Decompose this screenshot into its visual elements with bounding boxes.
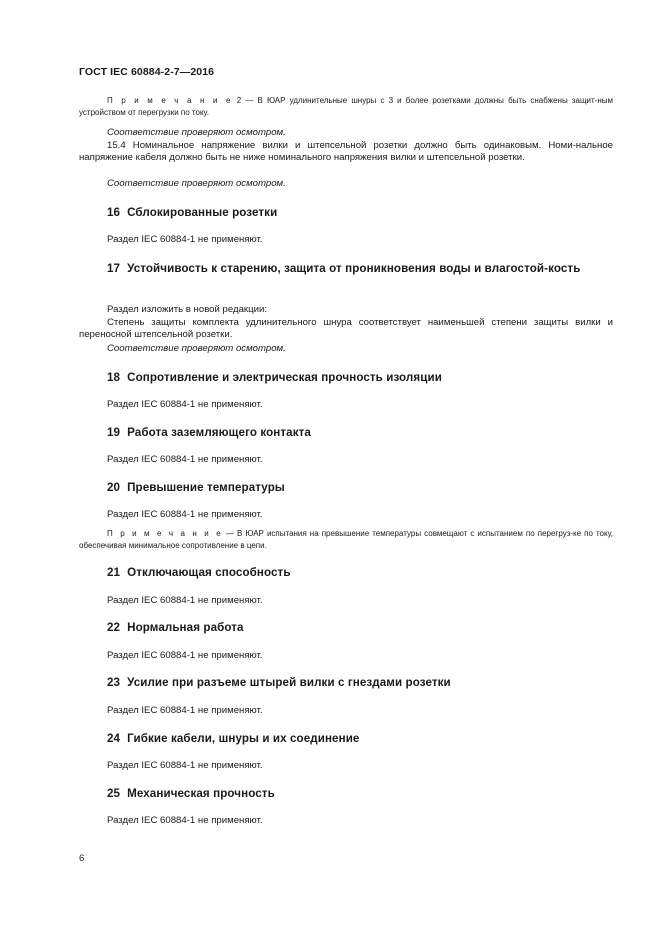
section-number: 18 <box>107 371 121 384</box>
note-20 <box>79 528 613 551</box>
page-number: 6 <box>79 853 85 864</box>
section-title: Превышение температуры <box>127 481 285 494</box>
section-19-heading <box>107 425 311 441</box>
section-number: 25 <box>107 787 121 800</box>
section-number: 20 <box>107 481 121 494</box>
section-22-heading <box>107 620 244 636</box>
section-17-heading <box>79 261 613 277</box>
section-number: 24 <box>107 732 121 745</box>
section-17-line1: Раздел изложить в новой редакции: <box>107 304 268 315</box>
section-16-text: Раздел IEC 60884-1 не применяют. <box>107 234 263 245</box>
section-title: Механическая прочность <box>127 787 275 800</box>
check-2: Соответствие проверяют осмотром. <box>107 178 286 189</box>
section-title: Отключающая способность <box>127 566 291 579</box>
section-number: 19 <box>107 426 121 439</box>
clause-15-4-text: Номинальное напряжение вилки и штепсельной розетки должно быть одинаковым. Номи-нальное напряжение кабеля должно быть не ниже номинального напряжения вилки и штепсельной розетки. <box>79 140 613 164</box>
section-23-text: Раздел IEC 60884-1 не применяют. <box>107 705 263 716</box>
note-2-text: 2 — В ЮАР удлинительные шнуры с 3 и более розетками должны быть снабжены защит-ным устройством от перегрузки по току. <box>79 96 614 117</box>
section-18-text: Раздел IEC 60884-1 не применяют. <box>107 399 263 410</box>
section-title: Сблокированные розетки <box>127 206 278 219</box>
section-17-line2: Степень защиты комплекта удлинительного шнура соответствует наименьшей степени защиты вилки и переносной штепсельной розетки. <box>79 317 613 341</box>
section-17-check: Соответствие проверяют осмотром. <box>107 343 286 354</box>
note-2-label: П р и м е ч а н и е <box>107 96 233 105</box>
section-title: Сопротивление и электрическая прочность изоляции <box>127 371 442 384</box>
clause-15-4-number: 15.4 <box>107 140 126 151</box>
section-23-heading <box>107 675 451 691</box>
section-21-heading <box>107 565 291 581</box>
section-title: Устойчивость к старению, защита от проникновения воды и влагостой-кость <box>127 262 581 275</box>
note-20-label: П р и м е ч а н и е <box>107 529 223 538</box>
section-number: 23 <box>107 676 121 689</box>
section-number: 21 <box>107 566 121 579</box>
check-1: Соответствие проверяют осмотром. <box>107 127 286 138</box>
section-16-heading <box>107 205 277 221</box>
note-20-text: — В ЮАР испытания на превышение температуры совмещают с испытанием по перегруз-ке по току, обеспечивая минимальное сопротивление в цепи. <box>79 529 613 550</box>
section-25-text: Раздел IEC 60884-1 не применяют. <box>107 815 263 826</box>
section-25-heading <box>107 786 275 802</box>
section-title: Работа заземляющего контакта <box>127 426 311 439</box>
section-title: Гибкие кабели, шнуры и их соединение <box>127 732 360 745</box>
section-19-text: Раздел IEC 60884-1 не применяют. <box>107 454 263 465</box>
section-number: 17 <box>107 262 121 275</box>
section-24-text: Раздел IEC 60884-1 не применяют. <box>107 760 263 771</box>
clause-15-4 <box>79 140 613 165</box>
section-number: 16 <box>107 206 121 219</box>
note-2 <box>79 95 613 118</box>
section-18-heading <box>107 370 442 386</box>
section-number: 22 <box>107 621 121 634</box>
section-20-heading <box>107 480 285 496</box>
standard-header: ГОСТ IEC 60884-2-7—2016 <box>79 66 215 78</box>
section-title: Усилие при разъеме штырей вилки с гнездами розетки <box>127 676 451 689</box>
section-21-text: Раздел IEC 60884-1 не применяют. <box>107 595 263 606</box>
section-title: Нормальная работа <box>127 621 244 634</box>
section-20-text: Раздел IEC 60884-1 не применяют. <box>107 509 263 520</box>
section-22-text: Раздел IEC 60884-1 не применяют. <box>107 650 263 661</box>
section-24-heading <box>107 731 359 747</box>
